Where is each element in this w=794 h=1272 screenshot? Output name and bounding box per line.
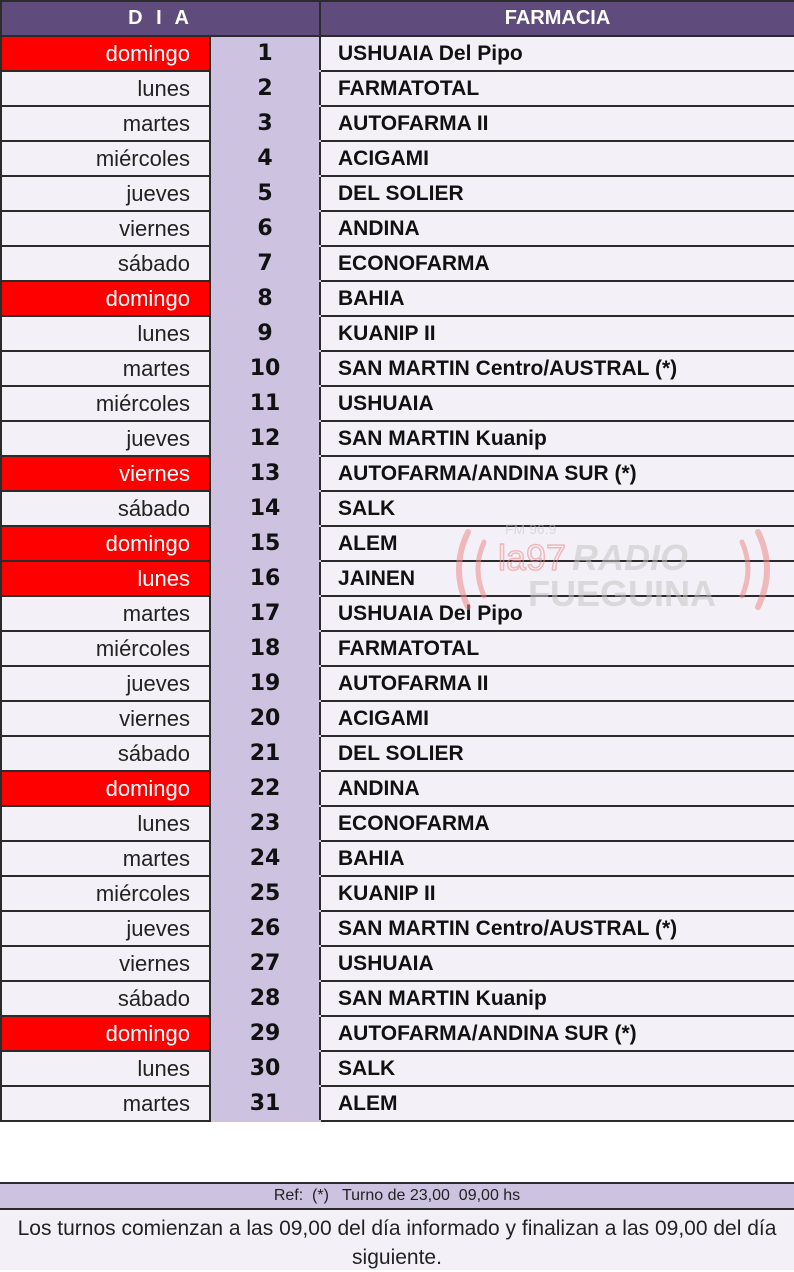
day-number-cell: 30 [210,1051,320,1086]
pharmacy-name-cell: ECONOFARMA [320,246,794,281]
pharmacy-name-cell: KUANIP II [320,876,794,911]
day-number-cell: 11 [210,386,320,421]
table-row [1,141,794,176]
pharmacy-name-cell: SAN MARTIN Centro/AUSTRAL (*) [320,911,794,946]
table-row [1,176,794,211]
day-number-cell: 18 [210,631,320,666]
reference-note: Ref: (*) Turno de 23,00 09,00 hs [0,1182,794,1210]
day-name-cell: martes [1,106,210,141]
wave-right-outer-icon [758,532,767,607]
day-name-cell: lunes [1,316,210,351]
pharmacy-name-cell: JAINEN [320,561,794,596]
day-number-cell: 9 [210,316,320,351]
day-name-cell: sábado [1,736,210,771]
watermark-brand: la97 [498,537,567,578]
day-name-cell: jueves [1,176,210,211]
day-name-cell: viernes [1,211,210,246]
day-name-cell: martes [1,841,210,876]
day-name-cell: viernes [1,701,210,736]
pharmacy-name-cell: ANDINA [320,771,794,806]
day-name-cell: martes [1,351,210,386]
day-number-cell: 1 [210,36,320,71]
pharmacy-name-cell: SAN MARTIN Kuanip [320,421,794,456]
wave-left-inner-icon [478,542,484,596]
wave-right-inner-icon [742,542,748,596]
table-row [1,1016,794,1051]
pharmacy-name-cell: SAN MARTIN Centro/AUSTRAL (*) [320,351,794,386]
day-name-cell: domingo [1,526,210,561]
day-number-cell: 24 [210,841,320,876]
pharmacy-name-cell: DEL SOLIER [320,176,794,211]
day-name-cell: martes [1,1086,210,1121]
radio-watermark-logo [448,512,778,627]
pharmacy-name-cell: AUTOFARMA/ANDINA SUR (*) [320,1016,794,1051]
day-name-cell: sábado [1,246,210,281]
pharmacy-name-cell: BAHIA [320,841,794,876]
table-row [1,456,794,491]
footer-note: Los turnos comienzan a las 09,00 del día informado y finalizan a las 09,00 del día siguiente. [0,1210,794,1270]
day-number-cell: 6 [210,211,320,246]
pharmacy-name-cell: ALEM [320,1086,794,1121]
column-header-dia: D I A [1,1,320,36]
table-row [1,386,794,421]
pharmacy-name-cell: ALEM [320,526,794,561]
day-name-cell: domingo [1,1016,210,1051]
day-number-cell: 8 [210,281,320,316]
day-number-cell: 20 [210,701,320,736]
table-row [1,771,794,806]
day-number-cell: 23 [210,806,320,841]
day-name-cell: lunes [1,71,210,106]
pharmacy-name-cell: BAHIA [320,281,794,316]
table-row [1,316,794,351]
pharmacy-name-cell: SAN MARTIN Kuanip [320,981,794,1016]
pharmacy-name-cell: KUANIP II [320,316,794,351]
day-name-cell: jueves [1,911,210,946]
pharmacy-name-cell: USHUAIA Del Pipo [320,36,794,71]
pharmacy-name-cell: ECONOFARMA [320,806,794,841]
day-number-cell: 27 [210,946,320,981]
pharmacy-name-cell: USHUAIA Del Pipo [320,596,794,631]
wave-left-outer-icon [459,532,468,607]
table-row [1,666,794,701]
watermark-fm: FM 96.9 [505,521,557,537]
pharmacy-name-cell: USHUAIA [320,386,794,421]
day-number-cell: 16 [210,561,320,596]
table-row [1,841,794,876]
day-number-cell: 3 [210,106,320,141]
table-row [1,806,794,841]
pharmacy-name-cell: FARMATOTAL [320,631,794,666]
day-name-cell: domingo [1,36,210,71]
table-row [1,106,794,141]
pharmacy-name-cell: AUTOFARMA II [320,106,794,141]
watermark-fueguina: FUEGUINA [528,573,716,614]
table-row [1,421,794,456]
pharmacy-name-cell: ANDINA [320,211,794,246]
day-name-cell: domingo [1,281,210,316]
day-number-cell: 13 [210,456,320,491]
day-name-cell: jueves [1,421,210,456]
table-row [1,981,794,1016]
day-number-cell: 26 [210,911,320,946]
day-name-cell: lunes [1,1051,210,1086]
day-name-cell: martes [1,596,210,631]
day-name-cell: miércoles [1,876,210,911]
pharmacy-name-cell: FARMATOTAL [320,71,794,106]
pharmacy-name-cell: AUTOFARMA/ANDINA SUR (*) [320,456,794,491]
day-number-cell: 2 [210,71,320,106]
table-row [1,281,794,316]
day-number-cell: 31 [210,1086,320,1121]
pharmacy-name-cell: USHUAIA [320,946,794,981]
day-number-cell: 22 [210,771,320,806]
table-row [1,701,794,736]
day-number-cell: 7 [210,246,320,281]
day-name-cell: jueves [1,666,210,701]
table-row [1,736,794,771]
table-row [1,631,794,666]
pharmacy-name-cell: SALK [320,1051,794,1086]
table-row [1,36,794,71]
day-number-cell: 4 [210,141,320,176]
day-name-cell: viernes [1,456,210,491]
pharmacy-name-cell: ACIGAMI [320,141,794,176]
table-row [1,911,794,946]
table-row [1,351,794,386]
day-number-cell: 14 [210,491,320,526]
pharmacy-name-cell: AUTOFARMA II [320,666,794,701]
column-header-farmacia: FARMACIA [320,1,794,36]
day-number-cell: 21 [210,736,320,771]
day-name-cell: miércoles [1,386,210,421]
day-name-cell: miércoles [1,141,210,176]
day-name-cell: lunes [1,806,210,841]
header-row [1,1,794,36]
day-number-cell: 19 [210,666,320,701]
table-row [1,246,794,281]
day-number-cell: 12 [210,421,320,456]
day-number-cell: 25 [210,876,320,911]
table-row [1,876,794,911]
day-number-cell: 10 [210,351,320,386]
pharmacy-name-cell: SALK [320,491,794,526]
table-row [1,1051,794,1086]
table-row [1,71,794,106]
pharmacy-name-cell: ACIGAMI [320,701,794,736]
day-number-cell: 17 [210,596,320,631]
day-name-cell: lunes [1,561,210,596]
watermark-radio: RADIO [572,537,688,578]
day-name-cell: miércoles [1,631,210,666]
table-row [1,946,794,981]
table-row [1,211,794,246]
day-number-cell: 5 [210,176,320,211]
day-name-cell: sábado [1,981,210,1016]
table-row [1,1086,794,1121]
day-number-cell: 15 [210,526,320,561]
day-number-cell: 29 [210,1016,320,1051]
day-number-cell: 28 [210,981,320,1016]
day-name-cell: sábado [1,491,210,526]
day-name-cell: viernes [1,946,210,981]
pharmacy-name-cell: DEL SOLIER [320,736,794,771]
day-name-cell: domingo [1,771,210,806]
